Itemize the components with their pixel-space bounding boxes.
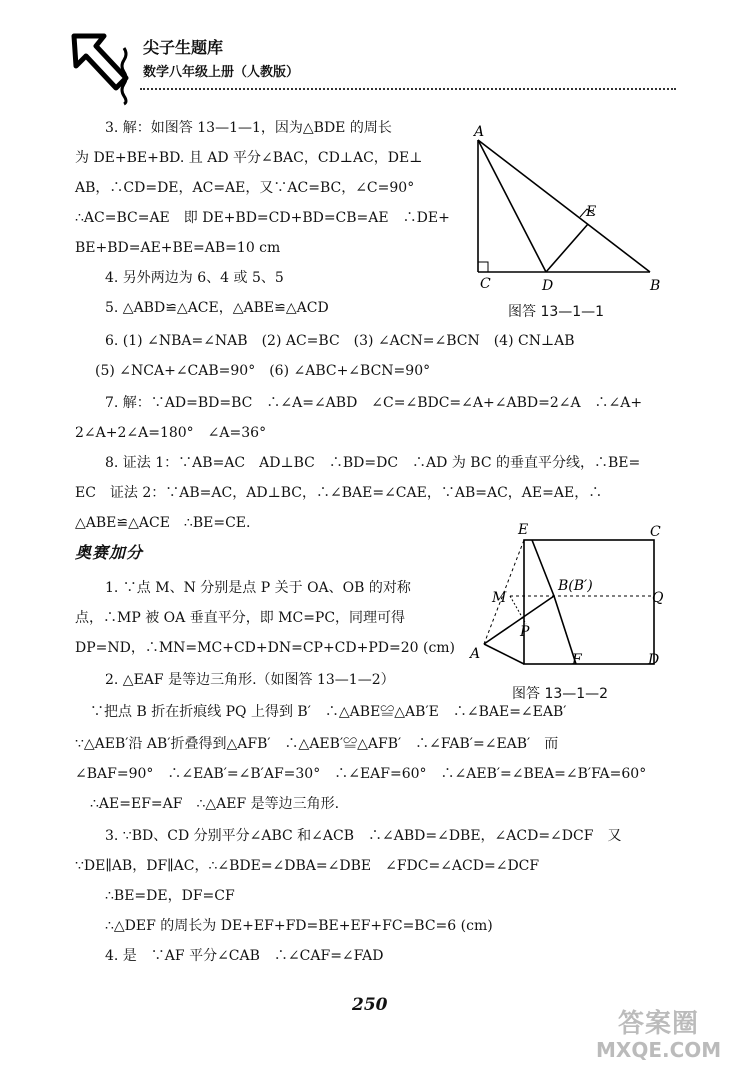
header-divider bbox=[140, 88, 676, 90]
arrow-logo-icon bbox=[68, 28, 132, 108]
text-line: 3. ∵BD、CD 分别平分∠ABC 和∠ACB ∴∠ABD=∠DBE，∠ACD=∠DCF 又 bbox=[105, 828, 622, 844]
text-line: 8. 证法 1：∵AB=AC AD⊥BC ∴BD=DC ∴AD 为 BC 的垂直平分线，∴BE= bbox=[105, 455, 641, 471]
label-a: A bbox=[474, 124, 485, 140]
text-line: 为 DE+BE+BD. 且 AD 平分∠BAC，CD⊥AC，DE⊥ bbox=[75, 150, 423, 166]
text-line: 5. △ABD≌△ACE，△ABE≌△ACD bbox=[105, 300, 329, 316]
text-line: ∴BE=DE，DF=CF bbox=[105, 888, 235, 904]
label-b: B bbox=[650, 278, 661, 294]
label-e: E bbox=[518, 522, 529, 538]
text-line: △ABE≌△ACE ∴BE=CE. bbox=[75, 515, 251, 531]
rectangle-aecd bbox=[524, 540, 654, 664]
label-a: A bbox=[470, 646, 481, 662]
label-b-prime: B(B′) bbox=[558, 578, 593, 594]
label-c: C bbox=[650, 524, 661, 540]
text-line: ∵把点 B 折在折痕线 PQ 上得到 B′ ∴△ABE≌△AB′E ∴∠BAE=∠EAB′ bbox=[90, 704, 567, 720]
segment-a-ext bbox=[484, 644, 524, 664]
text-line: ∠BAF=90° ∴∠EAB′=∠B′AF=30° ∴∠EAF=60° ∴∠AEB′=∠BEA=∠B′FA=60° bbox=[75, 766, 647, 782]
text-line: ∴AE=EF=AF ∴△AEF 是等边三角形. bbox=[90, 796, 340, 812]
label-d: D bbox=[648, 652, 660, 668]
text-line: 2∠A+2∠A=180° ∠A=36° bbox=[75, 425, 267, 441]
text-line: ∴AC=BC=AE 即 DE+BD=CD+BD=CB=AE ∴DE+ bbox=[75, 210, 450, 226]
figure-13-1-2 bbox=[466, 520, 696, 680]
text-line: 点，∴MP 被 OA 垂直平分，即 MC=PC，同理可得 bbox=[75, 610, 406, 626]
text-line: ∴△DEF 的周长为 DE+EF+FD=BE+EF+FC=BC=6 (cm) bbox=[105, 918, 493, 934]
segment-eb bbox=[532, 540, 554, 596]
text-line: ∵△AEB′沿 AB′折叠得到△AFB′ ∴△AEB′≌△AFB′ ∴∠FAB′=∠EAB′ 而 bbox=[75, 736, 559, 752]
text-line: 3. 解：如图答 13—1—1，因为△BDE 的周长 bbox=[105, 120, 392, 136]
figure-13-1-1 bbox=[460, 112, 680, 302]
label-m: M bbox=[492, 590, 507, 606]
text-line: 1. ∵点 M、N 分别是点 P 关于 OA、OB 的对称 bbox=[105, 580, 411, 596]
label-q: Q bbox=[652, 590, 664, 606]
label-e: E bbox=[586, 204, 597, 220]
label-p: P bbox=[520, 624, 530, 640]
text-line: DP=ND，∴MN=MC+CD+DN=CP+CD+PD=20 (cm) bbox=[75, 640, 456, 656]
label-f: F bbox=[572, 652, 582, 668]
text-line: (5) ∠NCA+∠CAB=90° (6) ∠ABC+∠BCN=90° bbox=[95, 363, 431, 379]
text-line: 2. △EAF 是等边三角形.（如图答 13—1—2） bbox=[105, 672, 395, 688]
text-line: 6. (1) ∠NBA=∠NAB (2) AC=BC (3) ∠ACN=∠BCN (4) CN⊥AB bbox=[105, 333, 575, 349]
watermark-logo: 答案圈 bbox=[618, 1009, 700, 1039]
section-heading: 奥赛加分 bbox=[75, 543, 144, 562]
book-subtitle: 数学八年级上册（人教版） bbox=[143, 65, 300, 80]
label-c: C bbox=[480, 276, 491, 292]
segment-de bbox=[546, 224, 588, 272]
figure-caption: 图答 13—1—2 bbox=[512, 686, 609, 702]
watermark-url: MXQE.COM bbox=[596, 1038, 722, 1062]
text-line: 4. 另外两边为 6、4 或 5、5 bbox=[105, 270, 284, 286]
segment-ad bbox=[478, 140, 546, 272]
text-line: BE+BD=AE+BE=AB=10 cm bbox=[75, 240, 281, 256]
text-line: AB，∴CD=DE，AC=AE，又∵AC=BC，∠C=90° bbox=[75, 180, 415, 196]
label-d: D bbox=[542, 278, 554, 294]
text-line: 4. 是 ∵AF 平分∠CAB ∴∠CAF=∠FAD bbox=[105, 948, 384, 964]
page-number: 250 bbox=[352, 995, 388, 1015]
figure-caption: 图答 13—1—1 bbox=[508, 304, 605, 320]
text-line: 7. 解：∵AD=BD=BC ∴∠A=∠ABD ∠C=∠BDC=∠A+∠ABD=2∠A ∴∠A+ bbox=[105, 395, 643, 411]
text-line: EC 证法 2：∵AB=AC，AD⊥BC，∴∠BAE=∠CAE，∵AB=AC，AE=AE，∴ bbox=[75, 485, 603, 501]
book-title: 尖子生题库 bbox=[143, 38, 224, 57]
text-line: ∵DE∥AB，DF∥AC，∴∠BDE=∠DBA=∠DBE ∠FDC=∠ACD=∠DCF bbox=[75, 858, 540, 874]
right-angle-mark-c bbox=[478, 262, 488, 272]
